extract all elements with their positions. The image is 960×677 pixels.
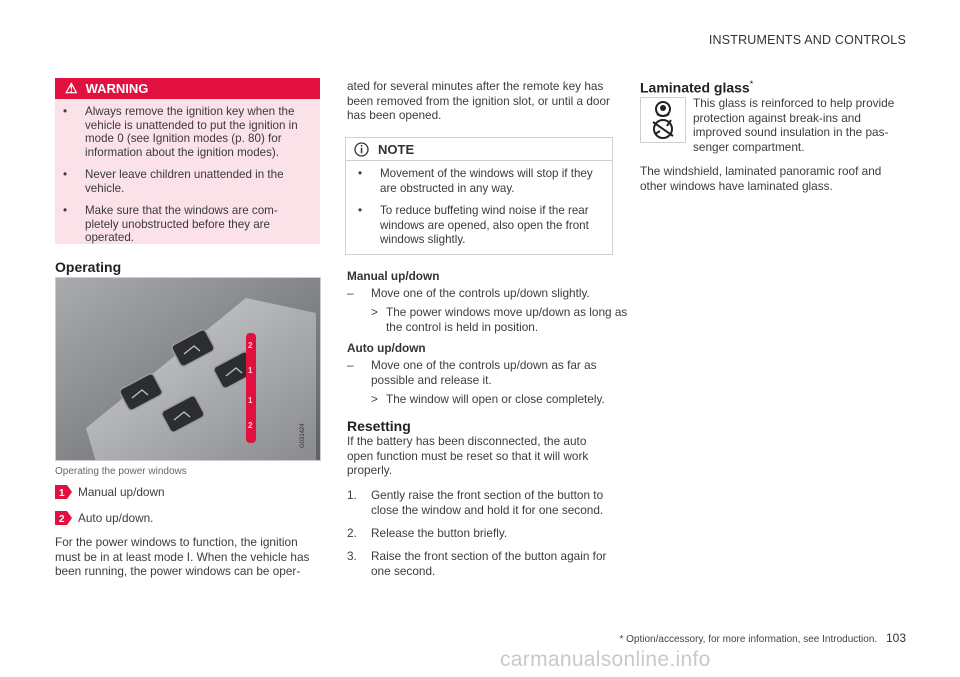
auto-result-text: The window will open or close completely. xyxy=(386,392,605,406)
warning-box xyxy=(55,78,320,244)
svg-text:2: 2 xyxy=(59,514,65,525)
laminated-heading: Laminated glass* xyxy=(640,79,754,96)
warning-item: • Never leave children unattended in the vehicle. xyxy=(85,168,310,195)
footer-note: * Option/accessory, for more information, see Introduction. xyxy=(619,634,878,645)
warning-header xyxy=(55,78,320,99)
manual-result: > The power windows move up/down as long as the control is held in position. xyxy=(347,305,637,334)
laminated-text-2: The windshield, laminated panoramic roof and other windows have laminated glass. xyxy=(640,164,882,193)
manual-step: – Move one of the controls up/down slightly. xyxy=(347,286,590,300)
note-header xyxy=(346,138,612,161)
page-number: 103 xyxy=(885,631,906,645)
figure-code: G031424 xyxy=(300,423,306,448)
note-box xyxy=(345,137,613,255)
resetting-step-1: 1. Gently raise the front section of the button to close the window and hold it for one second. xyxy=(347,488,613,517)
note-item: • Movement of the windows will stop if they are obstructed in any way. xyxy=(380,167,602,196)
svg-text:2: 2 xyxy=(248,421,253,430)
note-item: • To reduce buffeting wind noise if the rear windows are opened, also open the front windows slightly. xyxy=(380,204,602,248)
svg-text:1: 1 xyxy=(59,488,65,499)
resetting-intro: If the battery has been disconnected, the auto open function must be reset so that it will work properly. xyxy=(347,434,589,478)
warning-item: • Always remove the ignition key when the vehicle is unattended to put the ignition in mode 0 (see Ignition modes (p. 80) for information about the ignition modes). xyxy=(85,105,310,159)
callout-2 xyxy=(55,511,153,526)
laminated-text: This glass is reinforced to help provide protection against break-ins and improved sound insulation in the pas-senger compartment. xyxy=(693,96,895,154)
section-header: INSTRUMENTS AND CONTROLS xyxy=(708,33,906,47)
svg-text:1: 1 xyxy=(248,366,253,375)
manual-heading: Manual up/down xyxy=(347,269,440,283)
note-title: NOTE xyxy=(378,141,415,157)
warning-triangle-icon: ⚠ xyxy=(65,80,78,96)
svg-text:2: 2 xyxy=(248,341,253,350)
auto-step-text: Move one of the controls up/down as far as possible and release it. xyxy=(371,358,597,387)
info-icon xyxy=(354,142,369,157)
callout-label: Manual up/down xyxy=(78,485,165,499)
operating-heading: Operating xyxy=(55,259,122,275)
auto-heading: Auto up/down xyxy=(347,341,426,355)
resetting-step-text: Gently raise the front section of the button to close the window and hold it for one second. xyxy=(371,488,604,517)
callout-1 xyxy=(55,485,165,500)
warning-title: WARNING xyxy=(85,81,149,96)
watermark: carmanualsonline.info xyxy=(500,648,711,671)
resetting-step-text: Release the button briefly. xyxy=(371,526,508,540)
power-window-controls-illustration xyxy=(55,277,321,461)
manual-result-text: The power windows move up/down as long as the control is held in position. xyxy=(386,305,628,334)
auto-result: > The window will open or close completely. xyxy=(371,392,605,406)
resetting-heading: Resetting xyxy=(347,418,411,434)
operating-paragraph: For the power windows to function, the ignition must be in at least mode I. When the vehicle has been running, the power windows can be oper- xyxy=(55,535,310,579)
auto-step: – Move one of the controls up/down as far as possible and release it. xyxy=(347,358,613,387)
manual-step-text: Move one of the controls up/down slightly. xyxy=(371,286,590,300)
warning-list xyxy=(55,105,320,245)
laminated-glass-icon xyxy=(640,97,686,143)
operating-paragraph-cont: ated for several minutes after the remote key has been removed from the ignition slot, or until a door has been opened. xyxy=(347,79,610,123)
callout-number-1-icon xyxy=(55,485,72,499)
resetting-step-3: 3. Raise the front section of the button again for one second. xyxy=(347,549,613,578)
figure-caption: Operating the power windows xyxy=(55,466,187,477)
note-list xyxy=(346,167,612,248)
resetting-step-2: 2. Release the button briefly. xyxy=(347,526,508,540)
warning-item: • Make sure that the windows are com-pletely unobstructed before they are operated. xyxy=(85,204,310,245)
callout-label: Auto up/down. xyxy=(78,511,154,525)
resetting-step-text: Raise the front section of the button again for one second. xyxy=(371,549,607,578)
svg-text:1: 1 xyxy=(248,396,253,405)
footer xyxy=(619,631,906,645)
callout-number-2-icon xyxy=(55,511,72,525)
